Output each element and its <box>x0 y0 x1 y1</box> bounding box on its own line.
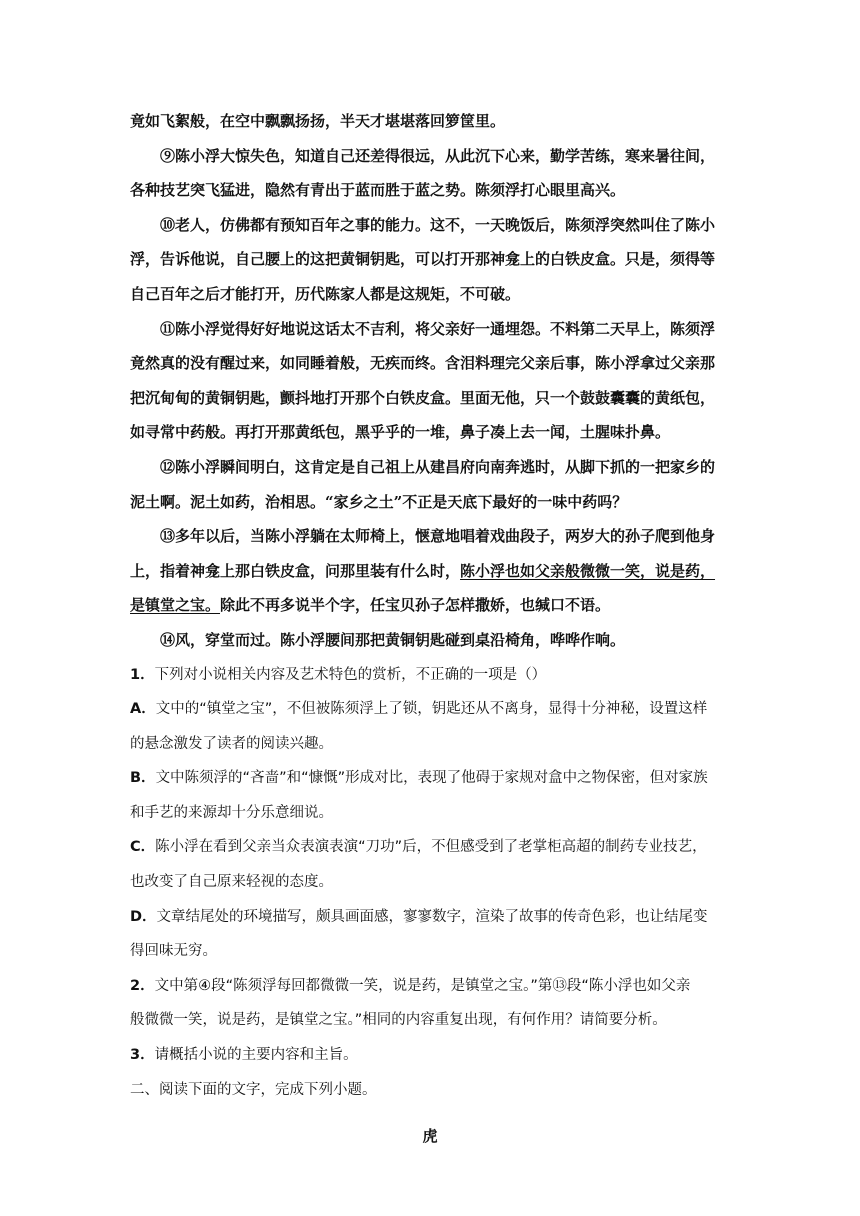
story-paragraph-13-line-1: ⑬多年以后，当陈小浮躺在太师椅上，惬意地唱着戏曲段子，两岁大的孙子爬到他身 <box>160 527 716 546</box>
story-paragraph-10-line-1: ⑩老人，仿佛都有预知百年之事的能力。这不，一天晚饭后，陈须浮突然叫住了陈小 <box>160 215 716 234</box>
underlined-sentence-part-1: 陈小浮也如父亲般微微一笑，说是药， <box>460 561 716 580</box>
story-text: 上，指着神龛上那白铁皮盒，问那里装有什么时， <box>130 561 461 580</box>
section-heading: 二、阅读下面的文字，完成下列小题。 <box>130 1081 377 1098</box>
question-text: 文中第④段“陈须浮每回都微微一笑，说是药，是镇堂之宝。”第⑬段“陈小浮也如父亲 <box>154 977 691 994</box>
question-number: 1． <box>130 666 155 683</box>
question-2-line-1 <box>130 969 730 1004</box>
option-text: 文中的“镇堂之宝”，不但被陈须浮上了锁，钥匙还从不离身，显得十分神秘，设置这样 <box>155 701 708 718</box>
question-3 <box>130 1038 730 1073</box>
story-paragraph-11-line-4: 如寻常中药般。再打开那黄纸包，黑乎乎的一堆，鼻子凑上去一闻，土腥味扑鼻。 <box>130 423 671 442</box>
option-text: 文章结尾处的环境描写，颇具画面感，寥寥数字，渲染了故事的传奇色彩，也让结尾变 <box>156 908 708 925</box>
question-1 <box>130 658 730 693</box>
option-text: 文中陈须浮的“吝啬”和“慷慨”形成对比，表现了他碍于家规对盒中之物保密，但对家族 <box>155 770 708 787</box>
question-number: 2． <box>130 977 155 994</box>
option-label: B． <box>130 770 156 787</box>
story-paragraph-9-line-1: ⑨陈小浮大惊失色，知道自己还差得很远，从此沉下心来，勤学苦练，寒来暑往间， <box>160 146 716 165</box>
story-paragraph-11-line-2: 竟然真的没有醒过来，如同睡着般，无疾而终。含泪料理完父亲后事，陈小浮拿过父亲那 <box>130 354 716 373</box>
story-line-1: 竟如飞絮般，在空中飘飘扬扬，半天才堪堪落回箩筐里。 <box>130 112 506 130</box>
option-a-line-1 <box>130 692 730 727</box>
story-paragraph-11-line-1: ⑪陈小浮觉得好好地说这话太不吉利，将父亲好一通埋怨。不料第二天早上，陈须浮 <box>160 319 716 338</box>
document-page <box>130 104 730 1169</box>
option-d-line-2: 得回味无穷。 <box>130 943 217 960</box>
option-a-line-2: 的悬念激发了读者的阅读兴趣。 <box>130 735 333 752</box>
question-number: 3． <box>130 1047 155 1064</box>
option-label: D． <box>130 908 157 925</box>
option-text: 陈小浮在看到父亲当众表演表演“刀功”后，不但感受到了老掌柜高超的制药专业技艺， <box>155 839 707 856</box>
story-paragraph-11-line-3: 把沉甸甸的黄铜钥匙，颤抖地打开那个白铁皮盒。里面无他，只一个鼓鼓囊囊的黄纸包， <box>130 388 716 407</box>
story-paragraph-12-line-2: 泥土啊。泥土如药，治相思。“家乡之土”不正是天底下最好的一味中药吗？ <box>130 492 628 511</box>
option-b-line-2: 和手艺的来源却十分乐意细说。 <box>130 804 333 821</box>
story-paragraph-12-line-1: ⑫陈小浮瞬间明白，这肯定是自己祖上从建昌府向南奔逃时，从脚下抓的一把家乡的 <box>160 457 716 476</box>
story-paragraph-13-line-2 <box>130 554 730 589</box>
option-c-line-1 <box>130 830 730 865</box>
next-passage-title: 虎 <box>422 1127 438 1146</box>
question-2-line-2: 般微微一笑，说是药，是镇堂之宝。”相同的内容重复出现，有何作用？请简要分析。 <box>130 1012 667 1029</box>
story-paragraph-10-line-3: 自己百年之后才能打开，历代陈家人都是这规矩，不可破。 <box>130 284 521 303</box>
option-d-line-1 <box>130 900 730 935</box>
option-label: C． <box>130 839 156 856</box>
story-paragraph-14: ⑭风，穿堂而过。陈小浮腰间那把黄铜钥匙碰到桌沿椅角，哗哗作响。 <box>160 630 626 649</box>
option-label: A． <box>130 701 156 718</box>
option-b-line-1 <box>130 761 730 796</box>
question-text: 请概括小说的主要内容和主旨。 <box>154 1047 358 1064</box>
story-paragraph-10-line-2: 浮，告诉他说，自己腰上的这把黄铜钥匙，可以打开那神龛上的白铁皮盒。只是，须得等 <box>130 250 716 269</box>
option-c-line-2: 也改变了自己原来轻视的态度。 <box>130 874 333 891</box>
story-text: 除此不再多说半个字，任宝贝孙子怎样撒娇，也缄口不语。 <box>220 596 611 615</box>
underlined-sentence-part-2: 是镇堂之宝。 <box>130 596 221 615</box>
story-paragraph-13-line-3 <box>130 588 730 623</box>
story-paragraph-9-line-2: 各种技艺突飞猛进，隐然有青出于蓝而胜于蓝之势。陈须浮打心眼里高兴。 <box>130 181 626 200</box>
question-text: 下列对小说相关内容及艺术特色的赏析，不正确的一项是（） <box>154 666 547 683</box>
